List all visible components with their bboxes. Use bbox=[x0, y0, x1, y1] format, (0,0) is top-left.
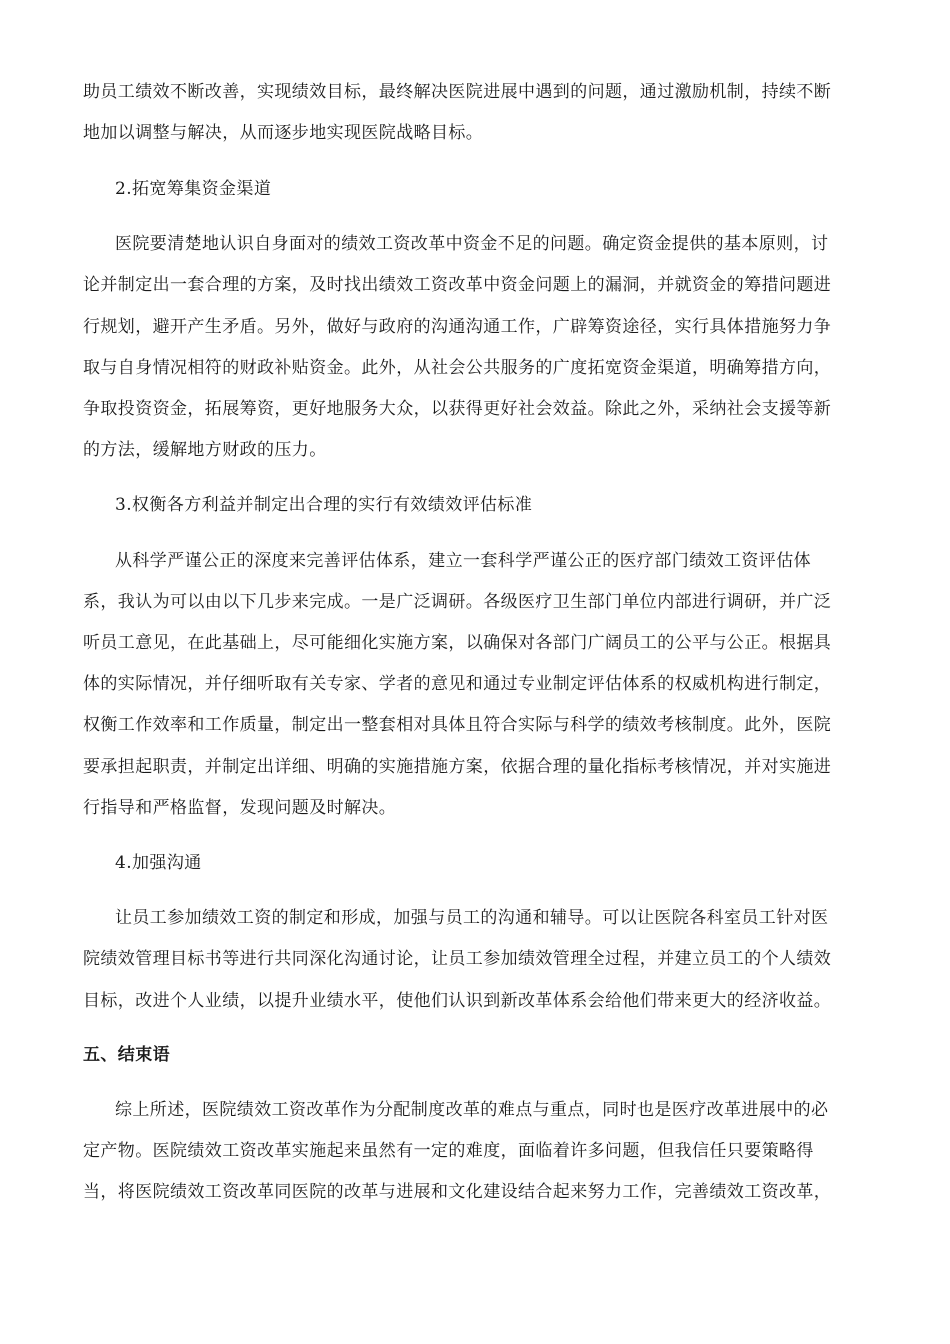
body-text-line: 综上所述，医院绩效工资改革作为分配制度改革的难点与重点，同时也是医疗改革进展中的必 bbox=[115, 1100, 829, 1120]
section-subheading: 2.拓宽筹集资金渠道 bbox=[115, 179, 272, 199]
body-text-line: 定产物。医院绩效工资改革实施起来虽然有一定的难度，面临着许多问题，但我信任只要策略得 bbox=[83, 1141, 814, 1161]
body-text-line: 权衡工作效率和工作质量，制定出一整套相对具体且符合实际与科学的绩效考核制度。此外，医院 bbox=[83, 715, 832, 735]
body-text-line: 行指导和严格监督，发现问题及时解决。 bbox=[83, 798, 397, 818]
body-text-line: 行规划，避开产生矛盾。另外，做好与政府的沟通沟通工作，广辟筹资途径，实行具体措施努力争 bbox=[83, 317, 832, 337]
body-text-line: 的方法，缓解地方财政的压力。 bbox=[83, 440, 327, 460]
body-text-line: 从科学严谨公正的深度来完善评估体系，建立一套科学严谨公正的医疗部门绩效工资评估体 bbox=[115, 551, 811, 571]
section-heading: 五、结束语 bbox=[83, 1045, 170, 1065]
body-text-line: 让员工参加绩效工资的制定和形成，加强与员工的沟通和辅导。可以让医院各科室员工针对医 bbox=[115, 908, 829, 928]
body-text-line: 要承担起职责，并制定出详细、明确的实施措施方案，依据合理的量化指标考核情况，并对实施进 bbox=[83, 757, 832, 777]
body-text-line: 争取投资资金，拓展筹资，更好地服务大众，以获得更好社会效益。除此之外，采纳社会支援等新 bbox=[83, 399, 832, 419]
body-text-line: 体的实际情况，并仔细听取有关专家、学者的意见和通过专业制定评估体系的权威机构进行制定， bbox=[83, 674, 832, 694]
body-text-line: 论并制定出一套合理的方案，及时找出绩效工资改革中资金问题上的漏洞，并就资金的筹措问题进 bbox=[83, 275, 832, 295]
body-text-line: 院绩效管理目标书等进行共同深化沟通讨论，让员工参加绩效管理全过程，并建立员工的个人绩效 bbox=[83, 949, 832, 969]
section-subheading: 3.权衡各方利益并制定出合理的实行有效绩效评估标准 bbox=[115, 495, 533, 515]
section-subheading: 4.加强沟通 bbox=[115, 853, 202, 873]
body-text-line: 当，将医院绩效工资改革同医院的改革与进展和文化建设结合起来努力工作，完善绩效工资改革， bbox=[83, 1182, 832, 1202]
body-text-line: 听员工意见，在此基础上，尽可能细化实施方案，以确保对各部门广阔员工的公平与公正。根据具 bbox=[83, 633, 832, 653]
body-text-line: 医院要清楚地认识自身面对的绩效工资改革中资金不足的问题。确定资金提供的基本原则，讨 bbox=[115, 234, 829, 254]
body-text-line: 地加以调整与解决，从而逐步地实现医院战略目标。 bbox=[83, 123, 484, 143]
body-text-line: 取与自身情况相符的财政补贴资金。此外，从社会公共服务的广度拓宽资金渠道，明确筹措方向， bbox=[83, 358, 832, 378]
body-text-line: 助员工绩效不断改善，实现绩效目标，最终解决医院进展中遇到的问题，通过激励机制，持续不断 bbox=[83, 82, 832, 102]
body-text-line: 系，我认为可以由以下几步来完成。一是广泛调研。各级医疗卫生部门单位内部进行调研，并广泛 bbox=[83, 592, 832, 612]
body-text-line: 目标，改进个人业绩，以提升业绩水平，使他们认识到新改革体系会给他们带来更大的经济收益。 bbox=[83, 991, 832, 1011]
